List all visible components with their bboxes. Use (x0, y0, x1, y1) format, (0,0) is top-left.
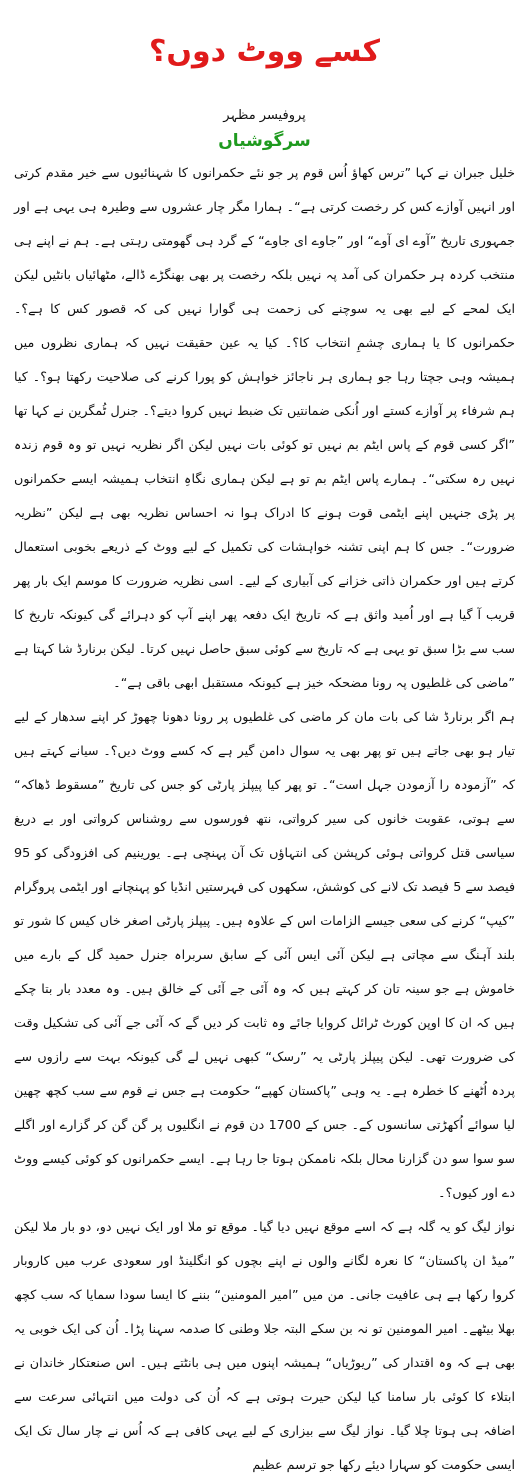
article-paragraph-3: نواز لیگ کو یہ گلہ ہے کہ اسے موقع نہیں دیا گیا۔ موقع تو ملا اور ایک نہیں دو، دو بار ملا لیکن ”میڈ ان پاکستان“ کا نعرہ لگانے والوں نے اپنے بچوں کو انگلینڈ اور سعودی عرب میں کاروبار کروا رکھا ہے ہی عافیت جانی۔ من میں ”امیر المومنین“ بننے کا ایسا سودا سمایا کہ سب کچھ بھلا بیٹھے۔ امیر المومنین تو نہ بن سکے البتہ جلا وطنی کا صدمہ سہنا پڑا۔ اُن کی ایک خوبی یہ بھی ہے کہ وہ اقتدار کی ”ریوڑیاں“ ہمیشہ اپنوں میں ہی بانٹتے ہیں۔ اس صنعتکار خاندان نے ابتلاء کا کوئی بار سامنا کیا لیکن حیرت ہوتی ہے کہ اُن کی دولت میں انتہائی سرعت سے اضافہ ہی ہوتا چلا گیا۔ نواز لیگ سے بیزاری کے لیے یہی کافی ہے کہ اُس نے چار سال تک ایک ایسی حکومت کو سہارا دیئے رکھا جو ترسم عظیم (14, 1219, 515, 1472)
column-name: سرگوشیاں (218, 131, 311, 151)
article-paragraph-1: خلیل جبران نے کہا ”ترس کھاؤ اُس قوم پر جو نئے حکمرانوں کا شہنائیوں سے خیر مقدم کرتی اور انہیں آوازے کس کر رخصت کرتی ہے“۔ ہمارا مگر چار عشروں سے وطیرہ ہی یہی ہے اور جمہوری تاریخ ”آوے ای آوے“ اور ”جاوے ای جاوے“ کے گرد ہی گھومتی رہتی ہے۔ ہم نے اپنے ہی منتخب کردہ ہر حکمران کی آمد پہ نہیں بلکہ رخصت پر بھی بھنگڑے ڈالے، مٹھائیاں بانٹیں لیکن ایک لمحے کے لیے بھی یہ سوچنے کی زحمت ہی گوارا نہیں کی کہ قصور کس کا ہے؟۔ حکمرانوں کا یا ہماری چشمِ انتخاب کا؟۔ کیا یہ عین حقیقت نہیں کہ ہماری نظروں میں ہمیشہ وہی جچتا رہا جو ہماری ہر ناجائز خواہش کو پورا کرنے کی صلاحیت رکھتا ہو؟۔ کیا ہم شرفاء پر آوازے کستے اور اُنکی ضمانتیں تک ضبط نہیں کروا دیتے؟۔ جنرل ٹُمگرین نے کہا تھا ”اگر کسی قوم کے پاس ایٹم بم نہیں تو کوئی بات نہیں لیکن اگر نظریہ نہیں تو وہ قوم زندہ نہیں رہ سکتی“۔ ہمارے پاس ایٹم بم تو ہے لیکن ہماری نگاہِ انتخاب ہمیشہ ایسے حکمرانوں پر پڑی جنہیں اپنے ایٹمی قوت ہونے کا ادراک ہوا نہ احساس نظریہ بھی ہے لیکن ”نظریہ ضرورت“۔ جس کا ہم اپنی تشنہ خواہشات کی تکمیل کے لیے ووٹ کے ذریعے بخوبی استعمال کرتے ہیں اور حکمران ذاتی خزانے کی آبیاری کے لیے۔ اسی نظریہ ضرورت کا موسم ایک بار پھر قریب آ گیا ہے اور اُمید واثق ہے کہ تاریخ ایک دفعہ پھر اپنے آپ کو دہرائے گی کیونکہ تاریخ کا سب سے بڑا سبق تو یہی ہے کہ تاریخ سے کوئی سبق حاصل نہیں کرتا۔ لیکن برنارڈ شا کہتا ہے ”ماضی کی غلطیوں پہ رونا مضحکہ خیز ہے کیونکہ مستقبل ابھی باقی ہے“۔ (14, 165, 515, 690)
article-title: کسے ووٹ دوں؟ (149, 34, 380, 69)
article-body (14, 156, 515, 1482)
article-paragraph-2: ہم اگر برنارڈ شا کی بات مان کر ماضی کی غلطیوں پر رونا دھونا چھوڑ کر اپنے سدھار کے لیے تیار ہو بھی جاتے ہیں تو پھر بھی یہ سوال دامن گیر ہے کہ کسے ووٹ دیں؟۔ سیانے کہتے ہیں کہ ”آزمودہ را آزمودن جہل است“۔ تو پھر کیا پیپلز پارٹی کو جس کی تاریخ ”مسقوط ڈھاکہ“ سے ہوتی، عقوبت خانوں کی سیر کرواتی، نتھ فورسوں سے روشناس کرواتی اور بے دریغ سیاسی قتل کرواتی ہوئی کرپشن کی انتہاؤں تک آن پہنچی ہے۔ یورینیم کی افزودگی کو 95 فیصد سے 5 فیصد تک لانے کی کوشش، سکھوں کی فہرستیں انڈیا کو پہنچانے اور ایٹمی پروگرام ”کیپ“ کرنے کی سعی جیسے الزامات اس کے علاوہ ہیں۔ پیپلز پارٹی اصغر خاں کیس کا شور تو بلند آہنگ سے مچاتی ہے لیکن آئی ایس آئی کے سابق سربراہ جنرل حمید گل کے بارے میں خاموش ہے جو سینہ تان کر کہتے ہیں کہ وہ آئی جے آئی کے خالق ہیں۔ وہ معدد بار بتا چکے ہیں کہ ان کا اوپن کورٹ ٹرائل کروایا جائے وہ ثابت کر دیں گے کہ آئی جے آئی کی تشکیل وقت کی ضرورت تھی۔ لیکن پیپلز پارٹی یہ ”رسک“ کبھی نہیں لے گی کیونکہ بہت سے رازوں سے پردہ اُٹھنے کا خطرہ ہے۔ یہ وہی ”پاکستان کھپے“ حکومت ہے جس نے قوم سے سب کچھ چھین لیا سوائے اُکھڑتی سانسوں کے۔ جس کے 1700 دن قوم نے انگلیوں پر گن گن کر گزارے اور اگلے سو سوا سو دن گزارنا محال بلکہ ناممکن ہوتا جا رہا ہے۔ ایسے حکمرانوں کو کوئی کیسے ووٹ دے اور کیوں؟۔ (14, 709, 516, 1200)
article-author: پروفیسر مظہر (223, 108, 306, 123)
